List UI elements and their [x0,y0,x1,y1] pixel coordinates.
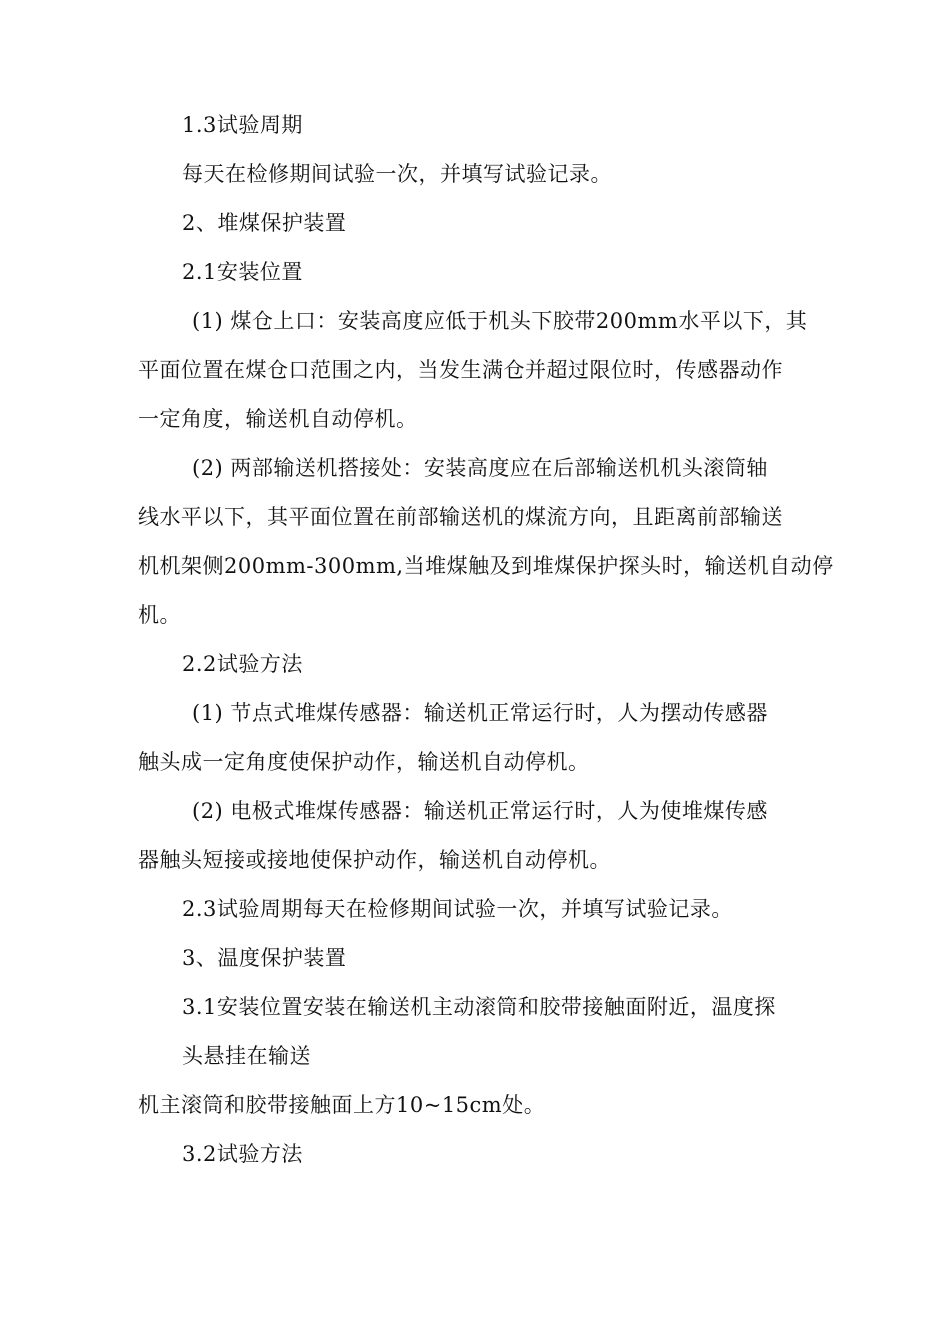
heading-2: 2、堆煤保护装置 [182,211,347,235]
paragraph-2-1-item-2-line-4: 机。 [138,603,181,627]
paragraph-2-1-item-1-line-2: 平面位置在煤仓口范围之内，当发生满仓并超过限位时，传感器动作 [138,358,783,382]
heading-3: 3、温度保护装置 [182,946,347,970]
paragraph-2-1-item-2-line-2: 线水平以下，其平面位置在前部输送机的煤流方向，且距离前部输送 [138,505,783,529]
heading-2-1: 2.1安装位置 [182,260,303,284]
heading-3-2: 3.2试验方法 [182,1142,303,1166]
paragraph-2-1-item-1-line-3: 一定角度，输送机自动停机。 [138,407,418,431]
paragraph-2-1-item-1-line-1: (1) 煤仓上口：安装高度应低于机头下胶带200mm水平以下，其 [192,309,808,333]
heading-1-3: 1.3试验周期 [182,113,303,137]
paragraph-1-3-body: 每天在检修期间试验一次，并填写试验记录。 [182,162,612,186]
paragraph-2-2-item-1-line-1: (1) 节点式堆煤传感器：输送机正常运行时，人为摆动传感器 [192,701,768,725]
paragraph-3-1-line-1: 3.1安装位置安装在输送机主动滚筒和胶带接触面附近，温度探 [182,995,776,1019]
paragraph-3-1-line-2: 头悬挂在输送 [182,1044,311,1068]
paragraph-2-1-item-2-line-1: (2) 两部输送机搭接处：安装高度应在后部输送机机头滚筒轴 [192,456,768,480]
paragraph-2-2-item-2-line-1: (2) 电极式堆煤传感器：输送机正常运行时，人为使堆煤传感 [192,799,768,823]
paragraph-2-2-item-1-line-2: 触头成一定角度使保护动作，输送机自动停机。 [138,750,590,774]
paragraph-2-1-item-2-line-3: 机机架侧200mm-300mm,当堆煤触及到堆煤保护探头时，输送机自动停 [138,554,834,578]
paragraph-2-2-item-2-line-2: 器触头短接或接地使保护动作，输送机自动停机。 [138,848,611,872]
paragraph-3-1-line-3: 机主滚筒和胶带接触面上方10~15cm处。 [138,1093,546,1117]
heading-2-2: 2.2试验方法 [182,652,303,676]
paragraph-2-3: 2.3试验周期每天在检修期间试验一次，并填写试验记录。 [182,897,733,921]
